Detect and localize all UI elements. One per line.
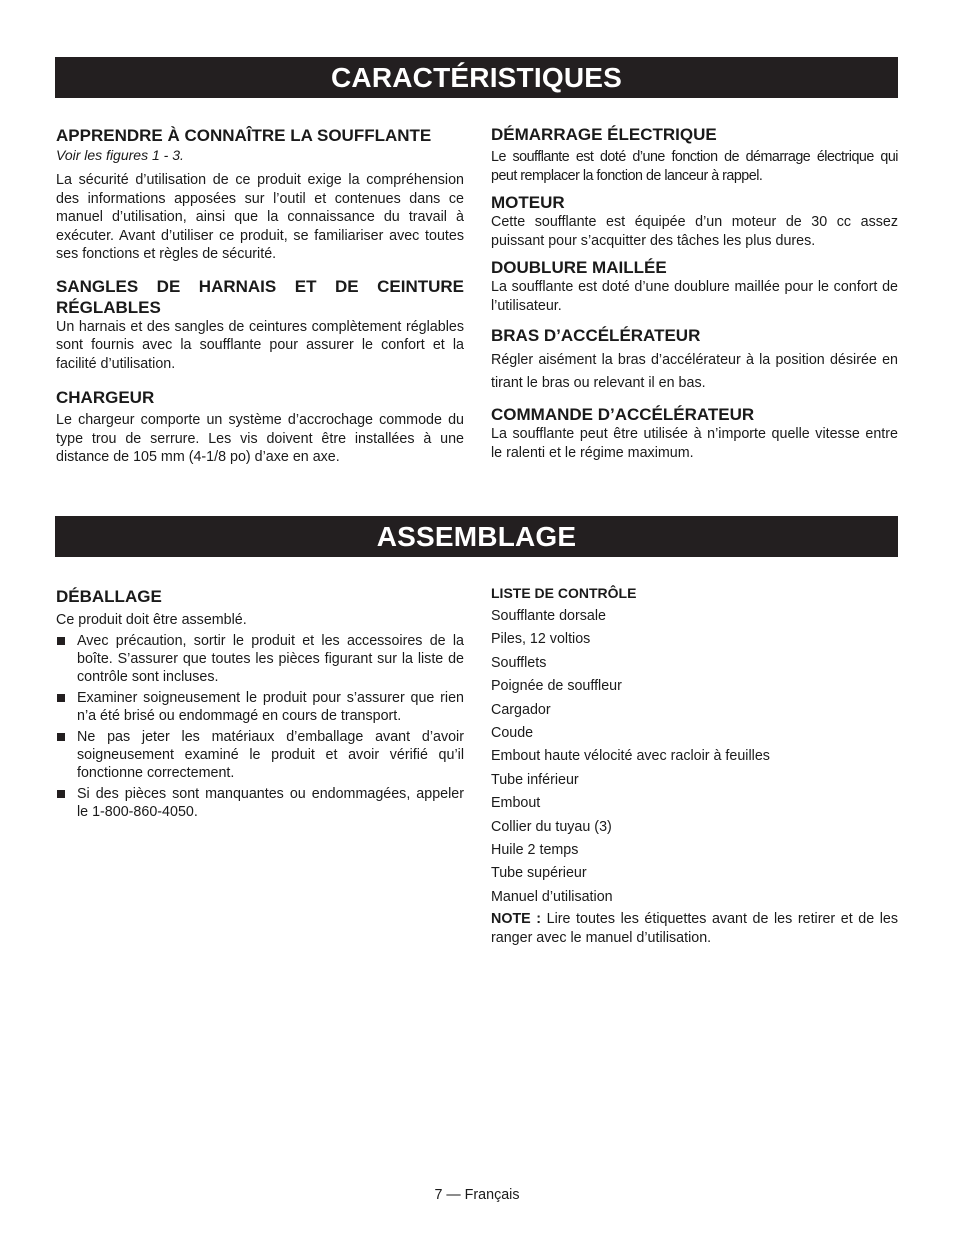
text-moteur: Cette soufflante est équipée d’un moteur de 30 cc assez puissant pour s’acquitter des tâches les plus dures. [491, 214, 898, 249]
list-item: Examiner soigneusement le produit pour s’assurer que rien n’a été brisé ou endommagé en cours de transport. [56, 689, 464, 725]
list-item: Avec précaution, sortir le produit et les accessoires de la boîte. S’assurer que toutes les pièces figurant sur la liste de contrôle sont incluses. [56, 632, 464, 686]
text-commande: La soufflante peut être utilisée à n’importe quelle vitesse entre le ralenti et le régime maximum. [491, 426, 898, 461]
features-right-column [491, 124, 898, 462]
checklist-item: Embout haute vélocité avec racloir à feuilles [491, 748, 770, 765]
checklist-note [491, 910, 898, 947]
bullet-square-icon [57, 790, 65, 798]
figures-reference: Voir les figures 1 - 3. [56, 147, 184, 163]
section-banner-caracteristiques: CARACTÉRISTIQUES [55, 57, 898, 98]
checklist-title: LISTE DE CONTRÔLE [491, 585, 637, 601]
checklist-item: Tube inférieur [491, 771, 579, 788]
heading-apprendre: APPRENDRE À CONNAÎTRE LA SOUFFLANTE [56, 126, 432, 145]
note-text: Lire toutes les étiquettes avant de les retirer et de les ranger avec le manuel d’utilisation. [491, 911, 899, 946]
checklist-item: Embout [491, 795, 541, 812]
checklist-item: Piles, 12 voltios [491, 631, 591, 648]
checklist-item: Coude [491, 725, 534, 742]
checklist-item: Manuel d’utilisation [491, 888, 613, 905]
heading-bras: BRAS D’ACCÉLÉRATEUR [491, 326, 701, 345]
heading-demarrage: DÉMARRAGE ÉLECTRIQUE [491, 125, 717, 144]
heading-commande: COMMANDE D’ACCÉLÉRATEUR [491, 405, 755, 424]
heading-moteur: MOTEUR [491, 193, 565, 212]
note-label: NOTE : [491, 911, 542, 928]
text-sangles: Un harnais et des sangles de ceintures complètement réglables sont fournis avec la soufflante pour assurer le confort et la facilité d’utilisation. [56, 318, 464, 372]
heading-doublure: DOUBLURE MAILLÉE [491, 258, 667, 277]
text-apprendre: La sécurité d’utilisation de ce produit exige la compréhension des informations apposées sur l’outil et contenues dans ce manuel d’utilisation, ainsi que la connaissance du travail à exécuter. Avant d’utiliser ce produit, se familiariser avec toutes ses fonctions et règles de sécurité. [56, 172, 464, 262]
list-item: Si des pièces sont manquantes ou endommagées, appeler le 1-800-860-4050. [56, 785, 464, 821]
text-demarrage: Le soufflante est doté d’une fonction de démarrage électrique qui peut remplacer la fonction de lanceur à rappel. [491, 149, 898, 184]
page-footer: 7 — Français [434, 1187, 520, 1203]
checklist-item: Huile 2 temps [491, 842, 579, 859]
checklist-item: Collier du tuyau (3) [491, 818, 612, 835]
list-item: Ne pas jeter les matériaux d’emballage avant d’avoir soigneusement examiné le produit et avoir vérifié qu’il fonctionne correctement. [56, 728, 464, 782]
checklist-item: Tube supérieur [491, 865, 587, 882]
features-left-column [56, 125, 464, 467]
heading-deballage: DÉBALLAGE [56, 587, 162, 606]
checklist-item: Cargador [491, 701, 551, 718]
unpacking-column [56, 586, 464, 824]
checklist-item: Soufflante dorsale [491, 608, 606, 624]
unpacking-bullet-list [56, 632, 464, 821]
text-doublure: La soufflante est doté d’une doublure maillée pour le confort de l’utilisateur. [491, 279, 898, 314]
bullet-square-icon [57, 733, 65, 741]
text-bras: Régler aisément la bras d’accélérateur à la position désirée en tirant le bras ou relevant il en bas. [491, 352, 898, 391]
checklist-item: Soufflets [491, 654, 547, 671]
heading-chargeur: CHARGEUR [56, 388, 155, 407]
checklist-item: Poignée de souffleur [491, 678, 622, 695]
text-deballage-intro: Ce produit doit être assemblé. [56, 612, 247, 628]
section-banner-assemblage: ASSEMBLAGE [55, 516, 898, 557]
heading-sangles: SANGLES DE HARNAIS ET DE CEINTURE RÉGLABLES [56, 276, 464, 317]
bullet-square-icon [57, 637, 65, 645]
checklist-column [491, 584, 898, 947]
bullet-square-icon [57, 694, 65, 702]
text-chargeur: Le chargeur comporte un système d’accrochage commode du type trou de serrure. Les vis doivent être installées à une distance de 105 mm (4-1/8 po) d’axe en axe. [56, 412, 464, 465]
